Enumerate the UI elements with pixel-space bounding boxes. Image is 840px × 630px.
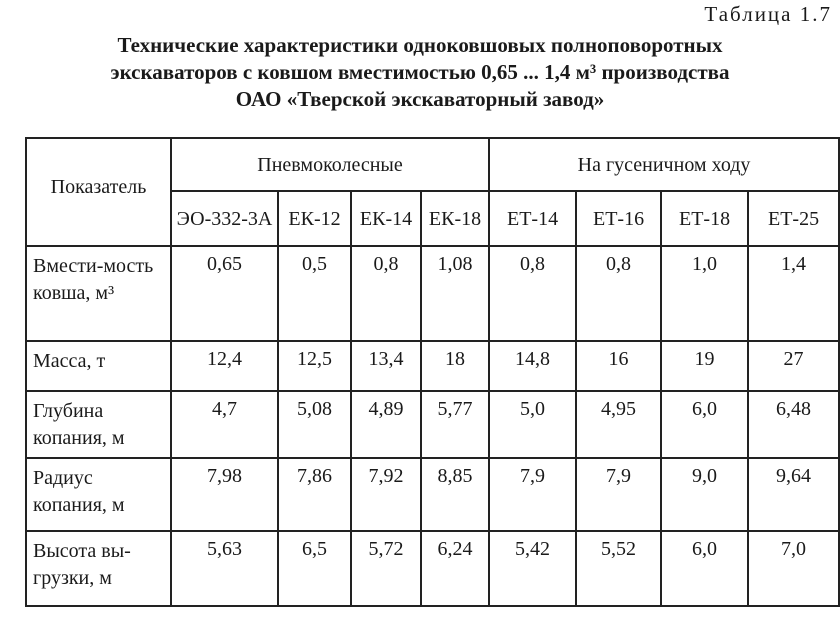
table-cell: 0,5 (278, 246, 351, 341)
table-row (26, 391, 839, 458)
table-number: Таблица 1.7 (704, 2, 832, 26)
table-cell: 27 (748, 341, 839, 391)
table-cell: 6,0 (661, 391, 748, 458)
table-cell: 9,64 (748, 458, 839, 531)
table-row (26, 246, 839, 341)
table-cell: 7,9 (489, 458, 576, 531)
table-cell: 5,63 (171, 531, 278, 606)
table-cell: 6,48 (748, 391, 839, 458)
header-model: ЕТ-25 (748, 191, 839, 246)
header-model: ЕК-14 (351, 191, 421, 246)
table-cell: 4,7 (171, 391, 278, 458)
header-model: ЕТ-16 (576, 191, 661, 246)
table-cell: 12,4 (171, 341, 278, 391)
table-row (26, 458, 839, 531)
table-cell: 4,89 (351, 391, 421, 458)
header-model: ЕК-12 (278, 191, 351, 246)
title-line: Технические характеристики одноковшовых полноповоротных (117, 33, 723, 57)
table-row (26, 341, 839, 391)
table-cell: 16 (576, 341, 661, 391)
table-cell: 0,65 (171, 246, 278, 341)
table-cell: 4,95 (576, 391, 661, 458)
table-cell: 1,4 (748, 246, 839, 341)
table-cell: 0,8 (351, 246, 421, 341)
title-line: экскаваторов с ковшом вместимостью 0,65 ... 1,4 м³ производства (110, 60, 730, 84)
table-cell: 7,98 (171, 458, 278, 531)
table-cell: 19 (661, 341, 748, 391)
header-model: ЕК-18 (421, 191, 489, 246)
table-cell: 18 (421, 341, 489, 391)
table-cell: 12,5 (278, 341, 351, 391)
table-cell: 14,8 (489, 341, 576, 391)
table-cell: 6,0 (661, 531, 748, 606)
table-cell: 6,24 (421, 531, 489, 606)
specs-table (25, 137, 840, 607)
table-cell: 8,85 (421, 458, 489, 531)
table-cell: 9,0 (661, 458, 748, 531)
table-cell: 0,8 (489, 246, 576, 341)
header-group-wheeled: Пневмоколесные (171, 138, 489, 191)
table-cell: 5,52 (576, 531, 661, 606)
table-cell: 7,0 (748, 531, 839, 606)
header-model: ЕТ-18 (661, 191, 748, 246)
table-cell: 5,72 (351, 531, 421, 606)
table-cell: 1,0 (661, 246, 748, 341)
table-cell: 5,77 (421, 391, 489, 458)
row-label: Масса, т (26, 341, 171, 391)
table-cell: 7,92 (351, 458, 421, 531)
table-row (26, 531, 839, 606)
table-cell: 1,08 (421, 246, 489, 341)
row-label: Вмести-мость ковша, м³ (26, 246, 171, 341)
row-label: Радиус копания, м (26, 458, 171, 531)
table-cell: 6,5 (278, 531, 351, 606)
row-label: Высота вы-грузки, м (26, 531, 171, 606)
table-cell: 5,0 (489, 391, 576, 458)
table-cell: 0,8 (576, 246, 661, 341)
header-group-tracked: На гусеничном ходу (489, 138, 839, 191)
header-model: ЭО-332-3А (171, 191, 278, 246)
table-cell: 5,42 (489, 531, 576, 606)
table-cell: 7,86 (278, 458, 351, 531)
row-label: Глубина копания, м (26, 391, 171, 458)
header-indicator: Показатель (26, 138, 171, 246)
table-cell: 13,4 (351, 341, 421, 391)
header-model: ЕТ-14 (489, 191, 576, 246)
table-cell: 5,08 (278, 391, 351, 458)
table-cell: 7,9 (576, 458, 661, 531)
table-title (0, 32, 840, 113)
title-line: ОАО «Тверской экскаваторный завод» (235, 87, 605, 111)
